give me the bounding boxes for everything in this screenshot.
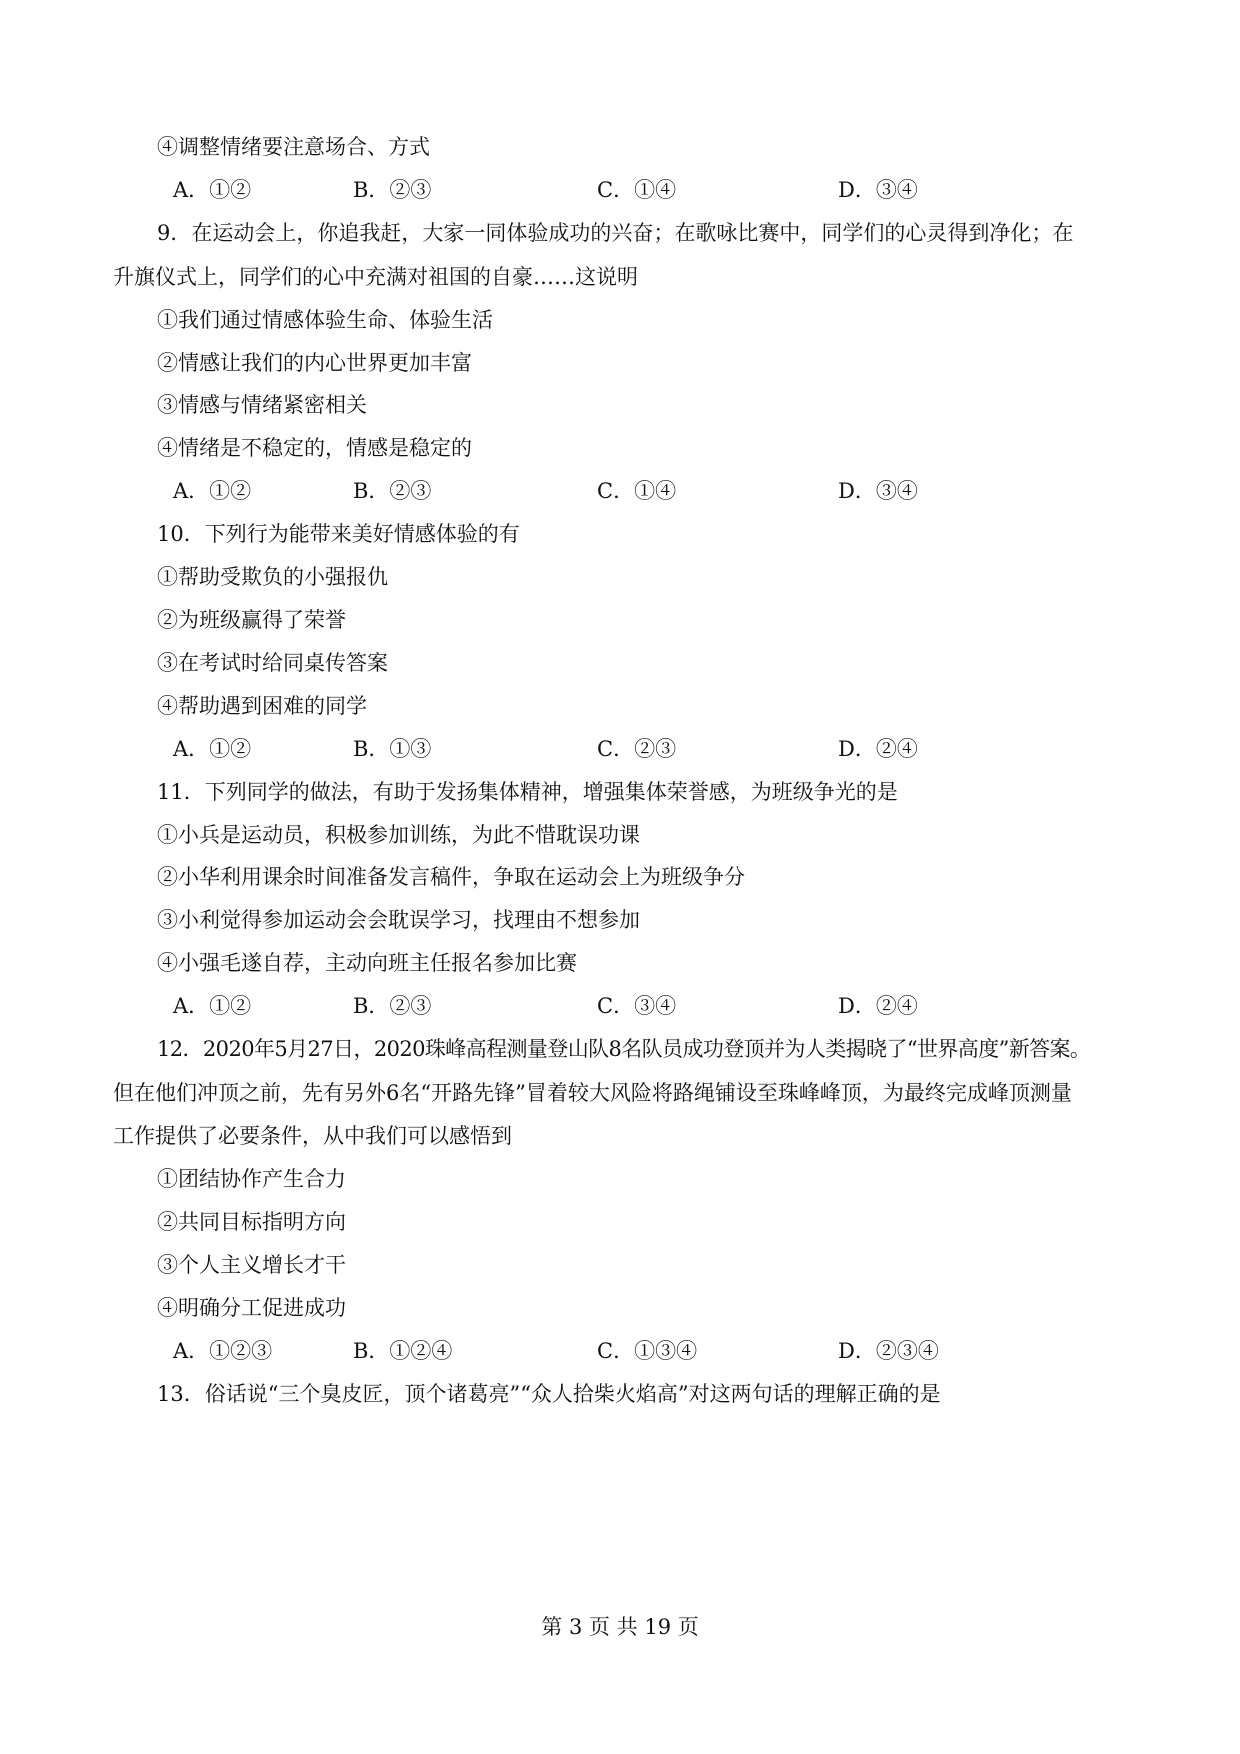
answer-option-b: B．①②④ [353, 1339, 453, 1363]
option-statement: ①帮助受欺负的小强报仇 [157, 565, 388, 589]
option-statement: ④帮助遇到困难的同学 [157, 694, 367, 718]
option-statement: ②共同目标指明方向 [157, 1210, 346, 1234]
answer-option-b: B．②③ [353, 994, 432, 1018]
answer-option-c: C．①④ [597, 178, 677, 202]
answer-option-a: A．①② [173, 994, 252, 1018]
option-statement: ④小强毛遂自荐，主动向班主任报名参加比赛 [157, 951, 577, 975]
option-statement: ④明确分工促进成功 [157, 1296, 346, 1320]
answer-option-d: D．③④ [838, 479, 918, 503]
answer-option-d: D．②④ [838, 994, 918, 1018]
answer-option-b: B．②③ [353, 178, 432, 202]
question-12-stem: 12．2020年5月27日，2020珠峰高程测量登山队8名队员成功登顶并为人类揭晓了“世界高度”新答案。 [157, 1037, 1091, 1061]
answer-option-d: D．②③④ [838, 1339, 939, 1363]
answer-options-q9 [0, 476, 1240, 506]
question-12-stem-continued: 工作提供了必要条件，从中我们可以感悟到 [113, 1124, 512, 1148]
question-12-stem-continued: 但在他们冲顶之前，先有另外6名“开路先锋”冒着较大风险将路绳铺设至珠峰峰顶，为最终完成峰顶测量 [113, 1081, 1072, 1105]
option-statement: ④调整情绪要注意场合、方式 [157, 135, 430, 159]
answer-options-q12 [0, 1336, 1240, 1366]
answer-option-c: C．①④ [597, 479, 677, 503]
answer-option-a: A．①② [173, 479, 252, 503]
option-statement: ②为班级赢得了荣誉 [157, 608, 346, 632]
answer-options-q11 [0, 991, 1240, 1021]
answer-option-c: C．③④ [597, 994, 677, 1018]
question-13-stem: 13．俗话说“三个臭皮匠，顶个诸葛亮”“众人拾柴火焰高”对这两句话的理解正确的是 [157, 1382, 941, 1406]
option-statement: ④情绪是不稳定的，情感是稳定的 [157, 436, 472, 460]
option-statement: ③情感与情绪紧密相关 [157, 393, 367, 417]
answer-option-a: A．①② [173, 737, 252, 761]
answer-options-q10 [0, 734, 1240, 764]
question-10-stem: 10．下列行为能带来美好情感体验的有 [157, 522, 520, 546]
answer-option-d: D．②④ [838, 737, 918, 761]
option-statement: ①团结协作产生合力 [157, 1167, 346, 1191]
answer-option-b: B．②③ [353, 479, 432, 503]
answer-option-c: C．①③④ [597, 1339, 698, 1363]
answer-option-a: A．①②③ [173, 1339, 273, 1363]
option-statement: ③在考试时给同桌传答案 [157, 651, 388, 675]
question-9-stem: 9．在运动会上，你追我赶，大家一同体验成功的兴奋；在歌咏比赛中，同学们的心灵得到净化；在 [157, 221, 1074, 245]
option-statement: ①小兵是运动员，积极参加训练，为此不惜耽误功课 [157, 823, 640, 847]
answer-option-b: B．①③ [353, 737, 432, 761]
answer-option-d: D．③④ [838, 178, 918, 202]
option-statement: ②情感让我们的内心世界更加丰富 [157, 351, 472, 375]
answer-option-c: C．②③ [597, 737, 677, 761]
question-9-stem-continued: 升旗仪式上，同学们的心中充满对祖国的自豪……这说明 [113, 265, 638, 289]
answer-options-q8 [0, 175, 1240, 205]
page-footer: 第 3 页 共 19 页 [541, 1615, 699, 1639]
answer-option-a: A．①② [173, 178, 252, 202]
option-statement: ②小华利用课余时间准备发言稿件，争取在运动会上为班级争分 [157, 865, 745, 889]
question-11-stem: 11．下列同学的做法，有助于发扬集体精神，增强集体荣誉感，为班级争光的是 [157, 780, 898, 804]
option-statement: ③个人主义增长才干 [157, 1253, 346, 1277]
option-statement: ③小利觉得参加运动会会耽误学习，找理由不想参加 [157, 908, 640, 932]
option-statement: ①我们通过情感体验生命、体验生活 [157, 308, 493, 332]
